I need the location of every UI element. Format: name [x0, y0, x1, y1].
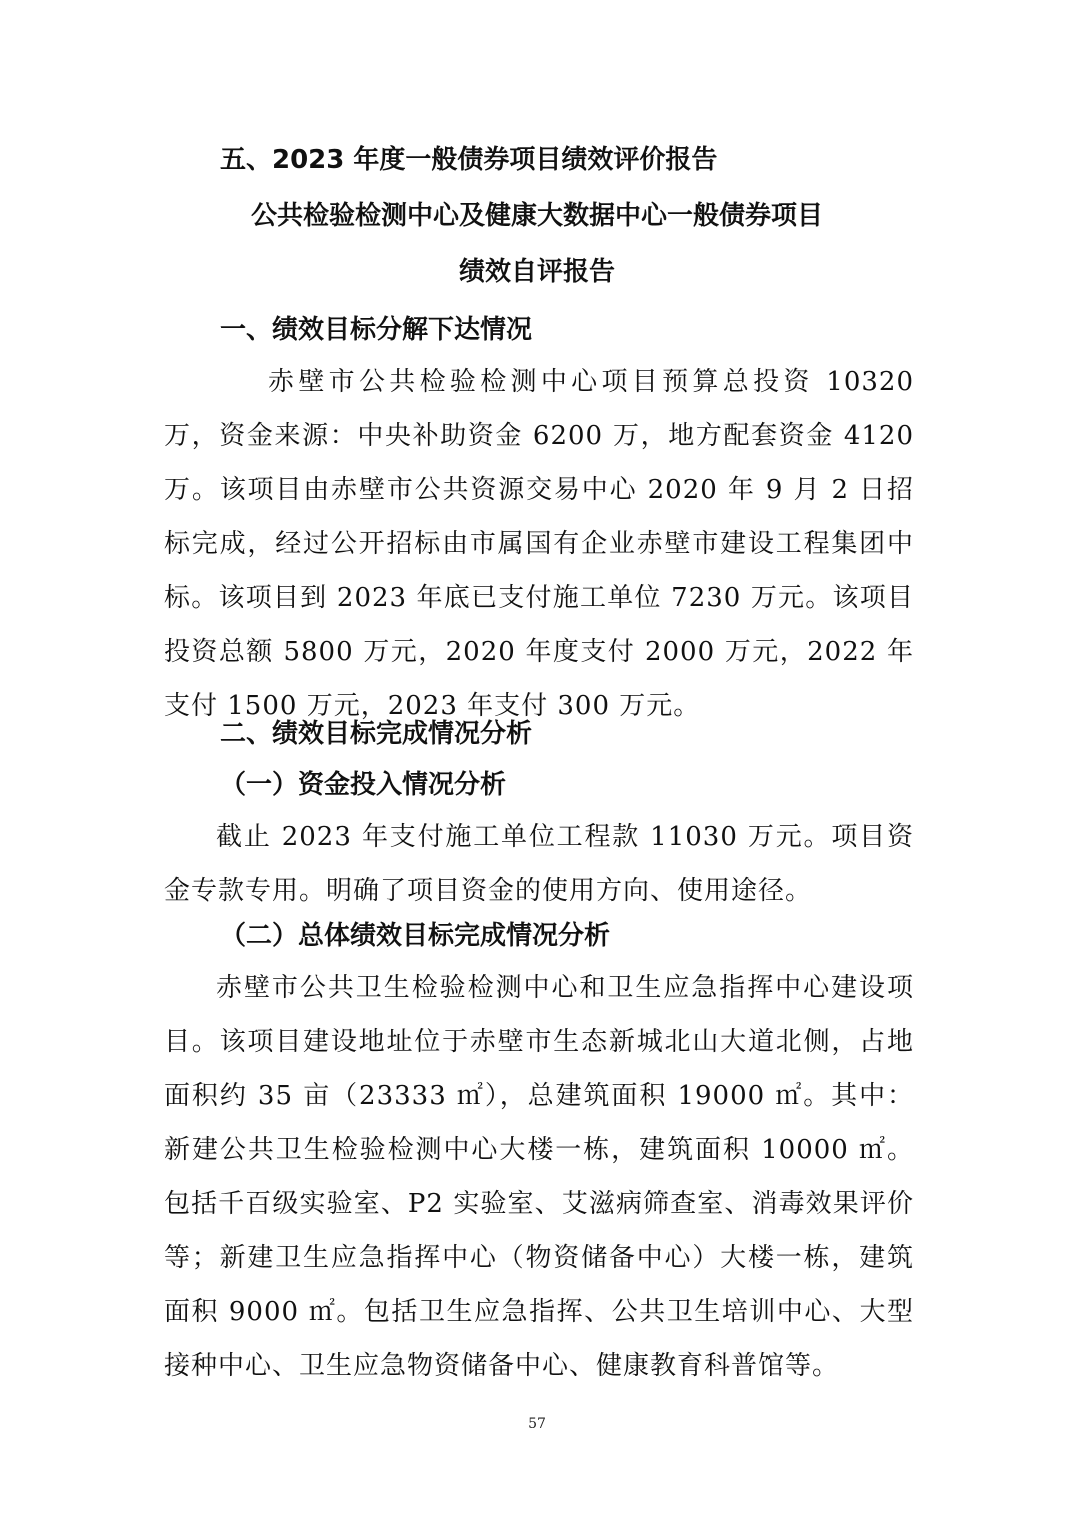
- report-subtitle-line1: 公共检验检测中心及健康大数据中心一般债券项目: [250, 201, 823, 231]
- subsection2-paragraph: 赤壁市公共卫生检验检测中心和卫生应急指挥中心建设项目。该项目建设地址位于赤壁市生态新城北山大道北侧，占地面积约 35 亩（23333 ㎡），总建筑面积 19000 ㎡。其中：新建公共卫生检验检测中心大楼一栋，建筑面积 10000 ㎡。包括千百级实验室、P2 实验室、艾滋病筛查室、消毒效果评价等；新建卫生应急指挥中心（物资储备中心）大楼一栋，建筑面积 9000 ㎡。包括卫生应急指挥、公共卫生培训中心、大型接种中心、卫生应急物资储备中心、健康教育科普馆等。: [164, 973, 914, 1381]
- section2-heading: 二、绩效目标完成情况分析: [220, 719, 533, 749]
- page-number: 57: [528, 1416, 546, 1432]
- subsection1-heading: （一）资金投入情况分析: [220, 770, 507, 800]
- report-subtitle-line2: 绩效自评报告: [458, 257, 615, 287]
- subsection2-heading: （二）总体绩效目标完成情况分析: [220, 921, 611, 951]
- section1-heading: 一、绩效目标分解下达情况: [220, 315, 533, 345]
- report-title: 五、2023 年度一般债券项目绩效评价报告: [220, 145, 718, 175]
- subsection1-paragraph: 截止 2023 年支付施工单位工程款 11030 万元。项目资金专款专用。明确了项目资金的使用方向、使用途径。: [164, 822, 914, 906]
- section1-paragraph: 赤壁市公共检验检测中心项目预算总投资 10320 万，资金来源：中央补助资金 6200 万，地方配套资金 4120 万。该项目由赤壁市公共资源交易中心 2020 年 9 月 2 日招标完成，经过公开招标由市属国有企业赤壁市建设工程集团中标。该项目到 2023 年底已支付施工单位 7230 万元。该项目投资总额 5800 万元，2020 年度支付 2000 万元，2022 年支付 1500 万元，2023 年支付 300 万元。: [164, 367, 914, 721]
